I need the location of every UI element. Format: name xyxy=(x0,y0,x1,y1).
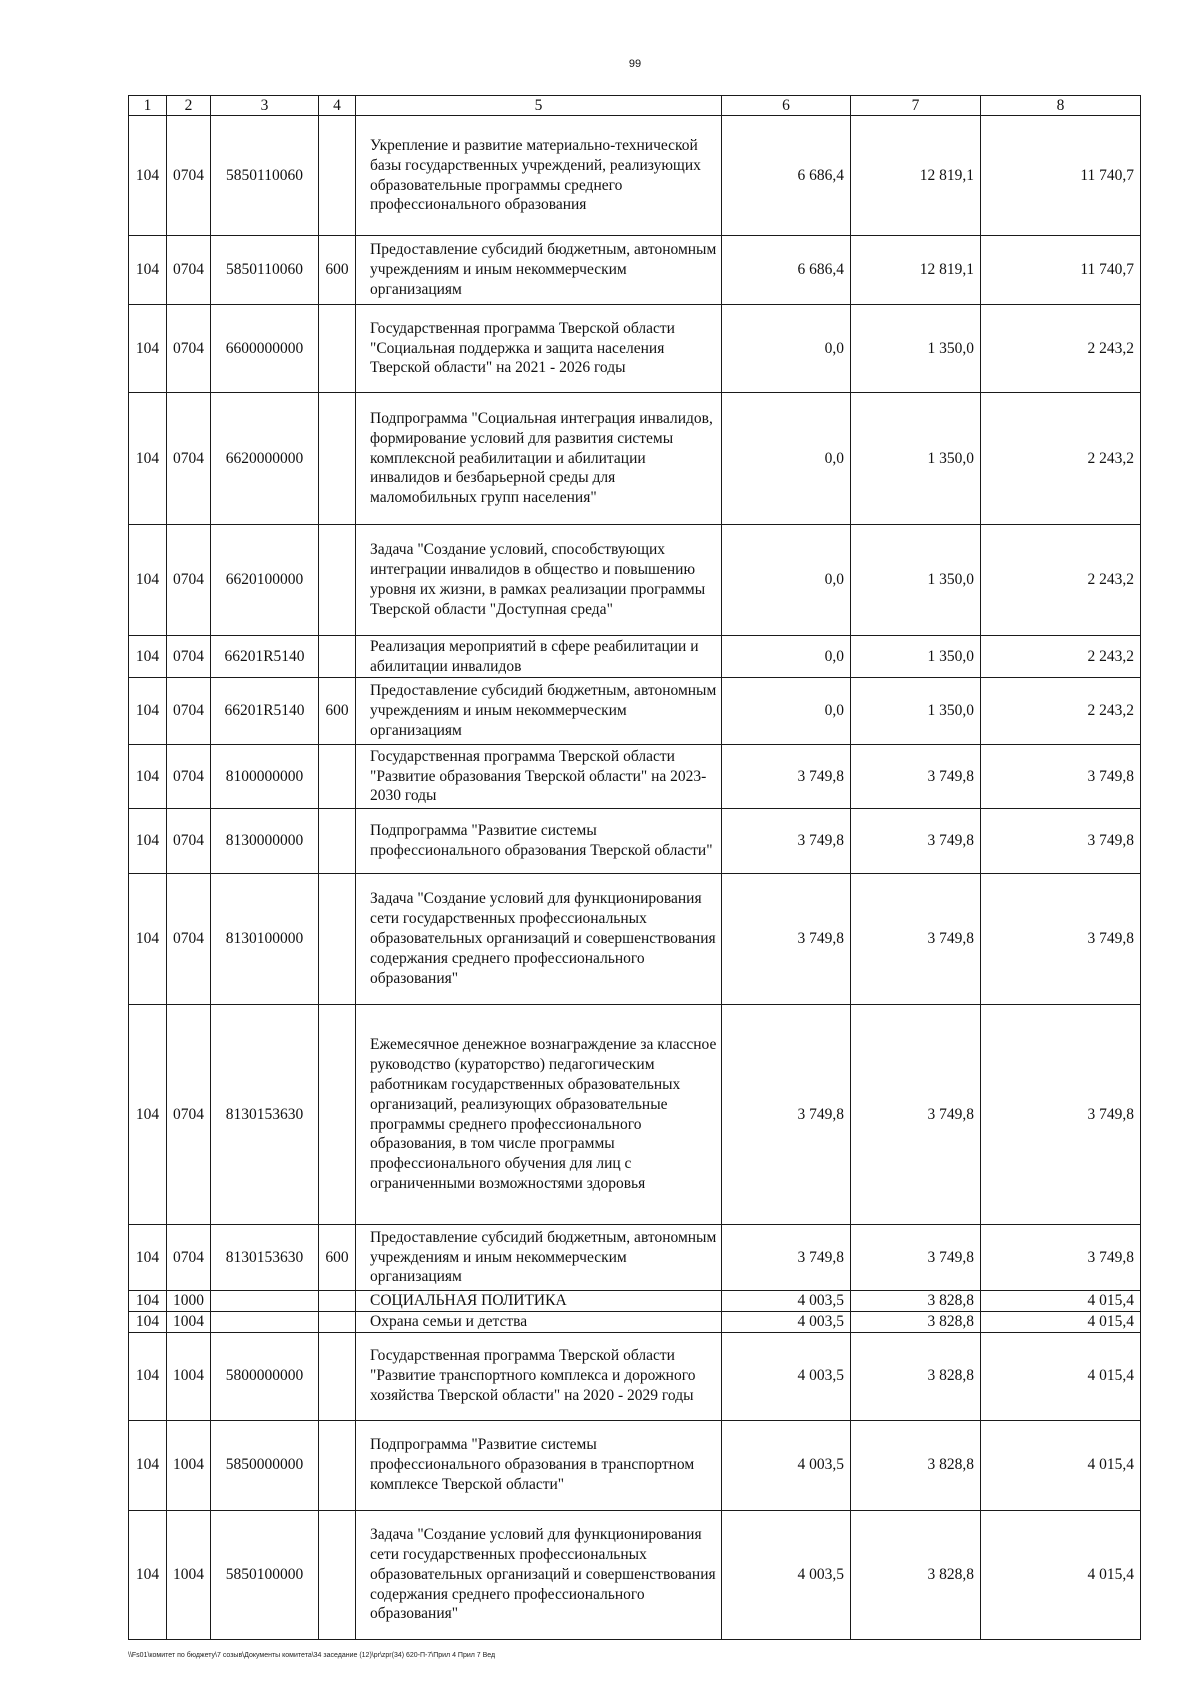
target-article-cell: 5850100000 xyxy=(211,1510,319,1639)
section-code-cell: 0704 xyxy=(167,745,211,809)
ministry-code-cell: 104 xyxy=(129,525,167,636)
amount-cell-year3: 4 015,4 xyxy=(981,1510,1141,1639)
section-code-cell: 0704 xyxy=(167,236,211,305)
amount-cell-year2: 3 828,8 xyxy=(851,1332,981,1420)
table-row xyxy=(129,236,1141,305)
amount-cell-year1: 3 749,8 xyxy=(722,874,851,1005)
section-code-cell: 1004 xyxy=(167,1332,211,1420)
ministry-code-cell: 104 xyxy=(129,393,167,525)
name-cell: Предоставление субсидий бюджетным, автономным учреждениям и иным некоммерческим организациям xyxy=(356,678,722,745)
amount-cell-year1: 6 686,4 xyxy=(722,116,851,236)
section-code-cell: 0704 xyxy=(167,636,211,678)
amount-cell-year2: 3 828,8 xyxy=(851,1420,981,1510)
amount-cell-year3: 2 243,2 xyxy=(981,393,1141,525)
name-cell: СОЦИАЛЬНАЯ ПОЛИТИКА xyxy=(356,1291,722,1312)
amount-cell-year1: 3 749,8 xyxy=(722,745,851,809)
table-row xyxy=(129,116,1141,236)
header-cell: 8 xyxy=(981,96,1141,116)
header-cell: 4 xyxy=(319,96,356,116)
amount-cell-year3: 3 749,8 xyxy=(981,809,1141,874)
amount-cell-year3: 11 740,7 xyxy=(981,116,1141,236)
section-code-cell: 1004 xyxy=(167,1311,211,1332)
section-code-cell: 0704 xyxy=(167,809,211,874)
section-code-cell: 0704 xyxy=(167,393,211,525)
amount-cell-year1: 3 749,8 xyxy=(722,809,851,874)
ministry-code-cell: 104 xyxy=(129,636,167,678)
table-row xyxy=(129,305,1141,393)
expense-type-cell xyxy=(319,1510,356,1639)
section-code-cell: 0704 xyxy=(167,874,211,1005)
expense-type-cell xyxy=(319,305,356,393)
target-article-cell: 6600000000 xyxy=(211,305,319,393)
name-cell: Охрана семьи и детства xyxy=(356,1311,722,1332)
ministry-code-cell: 104 xyxy=(129,678,167,745)
header-cell: 6 xyxy=(722,96,851,116)
table-row xyxy=(129,874,1141,1005)
target-article-cell xyxy=(211,1291,319,1312)
table-row xyxy=(129,1510,1141,1639)
amount-cell-year1: 4 003,5 xyxy=(722,1332,851,1420)
amount-cell-year2: 1 350,0 xyxy=(851,393,981,525)
expense-type-cell xyxy=(319,525,356,636)
name-cell: Подпрограмма "Социальная интеграция инвалидов, формирование условий для развития системы комплексной реабилитации и абилитации инвалидов и безбарьерной среды для маломобильных групп населения" xyxy=(356,393,722,525)
amount-cell-year1: 3 749,8 xyxy=(722,1225,851,1291)
amount-cell-year1: 0,0 xyxy=(722,678,851,745)
amount-cell-year3: 3 749,8 xyxy=(981,874,1141,1005)
section-code-cell: 1004 xyxy=(167,1420,211,1510)
amount-cell-year1: 4 003,5 xyxy=(722,1510,851,1639)
ministry-code-cell: 104 xyxy=(129,874,167,1005)
amount-cell-year2: 3 749,8 xyxy=(851,809,981,874)
table-row xyxy=(129,1225,1141,1291)
table-row xyxy=(129,393,1141,525)
ministry-code-cell: 104 xyxy=(129,1420,167,1510)
amount-cell-year1: 0,0 xyxy=(722,525,851,636)
section-code-cell: 0704 xyxy=(167,116,211,236)
amount-cell-year2: 3 828,8 xyxy=(851,1510,981,1639)
expense-type-cell xyxy=(319,1005,356,1225)
amount-cell-year2: 12 819,1 xyxy=(851,116,981,236)
amount-cell-year1: 0,0 xyxy=(722,636,851,678)
amount-cell-year1: 4 003,5 xyxy=(722,1291,851,1312)
table-row xyxy=(129,1332,1141,1420)
ministry-code-cell: 104 xyxy=(129,1005,167,1225)
amount-cell-year3: 2 243,2 xyxy=(981,525,1141,636)
amount-cell-year2: 3 749,8 xyxy=(851,1005,981,1225)
table-row xyxy=(129,809,1141,874)
expense-type-cell xyxy=(319,1291,356,1312)
target-article-cell: 8130100000 xyxy=(211,874,319,1005)
expense-type-cell xyxy=(319,745,356,809)
target-article-cell: 8130153630 xyxy=(211,1225,319,1291)
amount-cell-year1: 6 686,4 xyxy=(722,236,851,305)
ministry-code-cell: 104 xyxy=(129,305,167,393)
target-article-cell: 5800000000 xyxy=(211,1332,319,1420)
amount-cell-year2: 1 350,0 xyxy=(851,678,981,745)
amount-cell-year1: 4 003,5 xyxy=(722,1420,851,1510)
target-article-cell: 6620100000 xyxy=(211,525,319,636)
header-cell: 5 xyxy=(356,96,722,116)
budget-table xyxy=(128,95,1141,1640)
name-cell: Задача "Создание условий для функционирования сети государственных профессиональных образовательных организаций и совершенствования содержания среднего профессионального образования" xyxy=(356,874,722,1005)
expense-type-cell xyxy=(319,116,356,236)
name-cell: Государственная программа Тверской области "Социальная поддержка и защита населения Тверской области" на 2021 - 2026 годы xyxy=(356,305,722,393)
amount-cell-year2: 3 749,8 xyxy=(851,1225,981,1291)
amount-cell-year2: 1 350,0 xyxy=(851,305,981,393)
ministry-code-cell: 104 xyxy=(129,1311,167,1332)
amount-cell-year3: 2 243,2 xyxy=(981,305,1141,393)
amount-cell-year1: 4 003,5 xyxy=(722,1311,851,1332)
target-article-cell: 5850000000 xyxy=(211,1420,319,1510)
target-article-cell: 8130000000 xyxy=(211,809,319,874)
expense-type-cell xyxy=(319,1311,356,1332)
section-code-cell: 0704 xyxy=(167,525,211,636)
ministry-code-cell: 104 xyxy=(129,1225,167,1291)
file-path-footer: \\Fs01\комитет по бюджету\7 созыв\Документы комитета\34 заседание (12)\pr\zpr(34) 620-П-7\Прил 4 Прил 7 Вед xyxy=(128,1652,496,1659)
name-cell: Государственная программа Тверской области "Развитие образования Тверской области" на 2023-2030 годы xyxy=(356,745,722,809)
amount-cell-year3: 4 015,4 xyxy=(981,1332,1141,1420)
target-article-cell: 66201R5140 xyxy=(211,678,319,745)
section-code-cell: 0704 xyxy=(167,305,211,393)
target-article-cell: 8100000000 xyxy=(211,745,319,809)
expense-type-cell xyxy=(319,1420,356,1510)
ministry-code-cell: 104 xyxy=(129,745,167,809)
amount-cell-year1: 3 749,8 xyxy=(722,1005,851,1225)
ministry-code-cell: 104 xyxy=(129,1291,167,1312)
amount-cell-year3: 3 749,8 xyxy=(981,745,1141,809)
header-cell: 2 xyxy=(167,96,211,116)
section-code-cell: 0704 xyxy=(167,1225,211,1291)
expense-type-cell: 600 xyxy=(319,678,356,745)
table-row xyxy=(129,1420,1141,1510)
table-row xyxy=(129,678,1141,745)
ministry-code-cell: 104 xyxy=(129,1332,167,1420)
amount-cell-year2: 3 749,8 xyxy=(851,874,981,1005)
target-article-cell: 8130153630 xyxy=(211,1005,319,1225)
ministry-code-cell: 104 xyxy=(129,1510,167,1639)
amount-cell-year3: 3 749,8 xyxy=(981,1225,1141,1291)
target-article-cell: 66201R5140 xyxy=(211,636,319,678)
header-cell: 1 xyxy=(129,96,167,116)
name-cell: Предоставление субсидий бюджетным, автономным учреждениям и иным некоммерческим организациям xyxy=(356,1225,722,1291)
header-cell: 7 xyxy=(851,96,981,116)
target-article-cell: 6620000000 xyxy=(211,393,319,525)
amount-cell-year2: 3 828,8 xyxy=(851,1311,981,1332)
name-cell: Государственная программа Тверской области "Развитие транспортного комплекса и дорожного хозяйства Тверской области" на 2020 - 2029 годы xyxy=(356,1332,722,1420)
name-cell: Подпрограмма "Развитие системы профессионального образования Тверской области" xyxy=(356,809,722,874)
amount-cell-year1: 0,0 xyxy=(722,305,851,393)
section-code-cell: 0704 xyxy=(167,1005,211,1225)
expense-type-cell: 600 xyxy=(319,236,356,305)
table-row xyxy=(129,1005,1141,1225)
amount-cell-year1: 0,0 xyxy=(722,393,851,525)
name-cell: Реализация мероприятий в сфере реабилитации и абилитации инвалидов xyxy=(356,636,722,678)
table-header-row xyxy=(129,96,1141,116)
amount-cell-year2: 3 828,8 xyxy=(851,1291,981,1312)
amount-cell-year3: 2 243,2 xyxy=(981,636,1141,678)
section-code-cell: 1004 xyxy=(167,1510,211,1639)
amount-cell-year2: 1 350,0 xyxy=(851,636,981,678)
amount-cell-year3: 4 015,4 xyxy=(981,1420,1141,1510)
name-cell: Укрепление и развитие материально-технической базы государственных учреждений, реализующих образовательные программы среднего профессионального образования xyxy=(356,116,722,236)
section-code-cell: 1000 xyxy=(167,1291,211,1312)
expense-type-cell: 600 xyxy=(319,1225,356,1291)
amount-cell-year2: 3 749,8 xyxy=(851,745,981,809)
table-row xyxy=(129,1291,1141,1312)
target-article-cell: 5850110060 xyxy=(211,236,319,305)
amount-cell-year3: 11 740,7 xyxy=(981,236,1141,305)
amount-cell-year3: 4 015,4 xyxy=(981,1311,1141,1332)
ministry-code-cell: 104 xyxy=(129,809,167,874)
table-row xyxy=(129,1311,1141,1332)
expense-type-cell xyxy=(319,393,356,525)
expense-type-cell xyxy=(319,636,356,678)
header-cell: 3 xyxy=(211,96,319,116)
amount-cell-year3: 3 749,8 xyxy=(981,1005,1141,1225)
target-article-cell xyxy=(211,1311,319,1332)
name-cell: Подпрограмма "Развитие системы профессионального образования в транспортном комплексе Тверской области" xyxy=(356,1420,722,1510)
amount-cell-year2: 1 350,0 xyxy=(851,525,981,636)
expense-type-cell xyxy=(319,809,356,874)
amount-cell-year2: 12 819,1 xyxy=(851,236,981,305)
amount-cell-year3: 4 015,4 xyxy=(981,1291,1141,1312)
name-cell: Задача "Создание условий, способствующих интеграции инвалидов в общество и повышению уровня их жизни, в рамках реализации программы Тверской области "Доступная среда" xyxy=(356,525,722,636)
name-cell: Предоставление субсидий бюджетным, автономным учреждениям и иным некоммерческим организациям xyxy=(356,236,722,305)
expense-type-cell xyxy=(319,874,356,1005)
page-number: 99 xyxy=(628,58,642,70)
section-code-cell: 0704 xyxy=(167,678,211,745)
table-row xyxy=(129,745,1141,809)
table-row xyxy=(129,525,1141,636)
name-cell: Ежемесячное денежное вознаграждение за классное руководство (кураторство) педагогическим работникам государственных образовательных организаций, реализующих образовательные программы среднего профессионального образования, в том числе программы профессионального обучения для лиц с ограниченными возможностями здоровья xyxy=(356,1005,722,1225)
table-row xyxy=(129,636,1141,678)
ministry-code-cell: 104 xyxy=(129,116,167,236)
expense-type-cell xyxy=(319,1332,356,1420)
ministry-code-cell: 104 xyxy=(129,236,167,305)
name-cell: Задача "Создание условий для функционирования сети государственных профессиональных образовательных организаций и совершенствования содержания среднего профессионального образования" xyxy=(356,1510,722,1639)
amount-cell-year3: 2 243,2 xyxy=(981,678,1141,745)
target-article-cell: 5850110060 xyxy=(211,116,319,236)
